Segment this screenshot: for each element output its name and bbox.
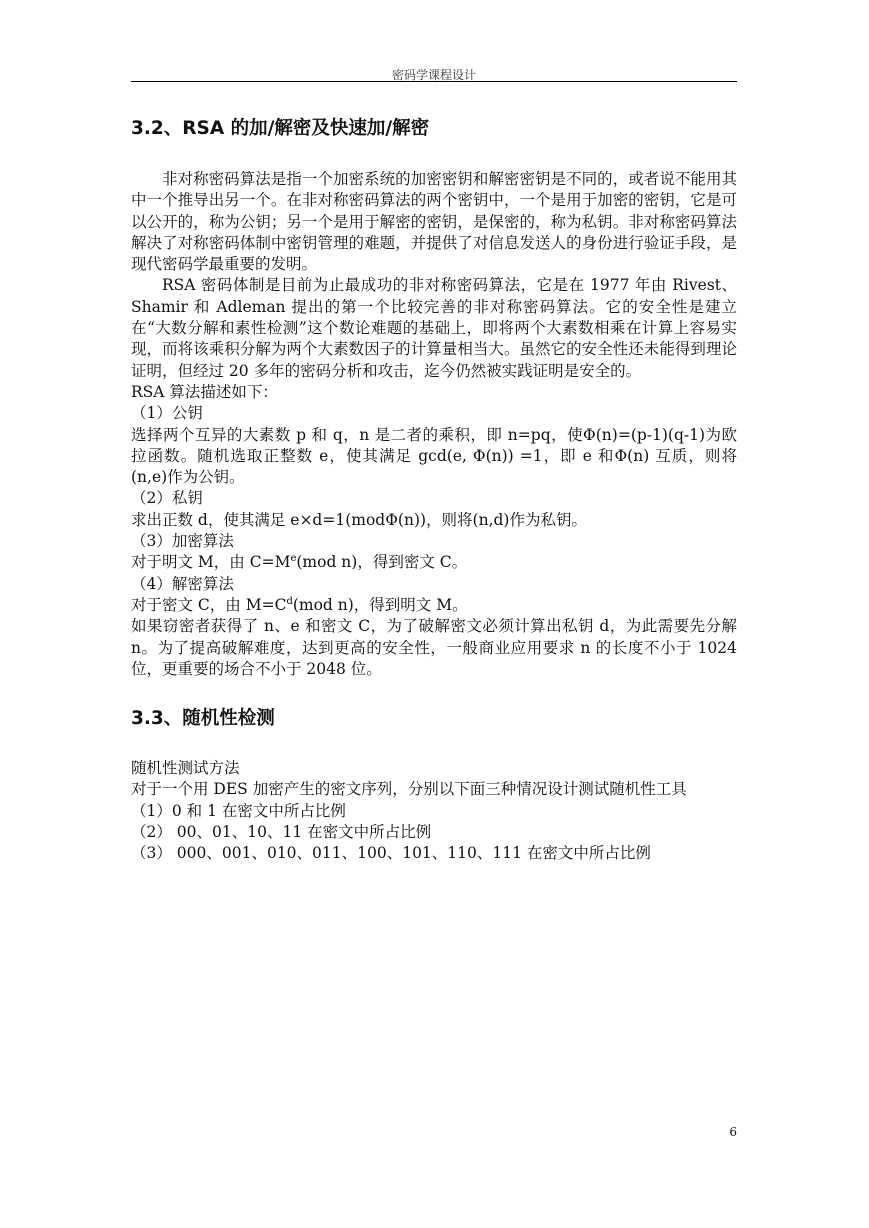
random-test-item: （3） 000、001、010、011、100、101、110、111 在密文中所占比例 (131, 844, 651, 863)
encryption-text (131, 552, 737, 573)
decryption-text-after: (mod n)，得到明文 M。 (292, 595, 468, 614)
random-test-item: （2） 00、01、10、11 在密文中所占比例 (131, 823, 432, 842)
random-intro: 对于一个用 DES 加密产生的密文序列，分别以下面三种情况设计测试随机性工具 (131, 780, 687, 799)
page-body (131, 116, 737, 865)
public-key-label: （1）公钥 (131, 404, 203, 423)
header-rule (131, 81, 737, 82)
page-number: 6 (729, 1125, 737, 1139)
decryption-exponent: d (286, 595, 293, 607)
paragraph-rsa-history: RSA 密码体制是目前为止最成功的非对称密码算法，它是在 1977 年由 Rivest、Shamir 和 Adleman 提出的第一个比较完善的非对称密码算法。它的安全性是建立在“大数分解和素性检测”这个数论难题的基础上，即将两个大素数相乘在计算上容易实现，而将该乘积分解为两个大素数因子的计算量相当大。虽然它的安全性还未能得到理论证明，但经过 20 多年的密码分析和攻击，迄今仍然被实践证明是安全的。 (131, 276, 737, 380)
private-key-text: 求出正数 d，使其满足 e×d=1(modΦ(n))，则将(n,d)作为私钥。 (131, 510, 587, 529)
random-method-title: 随机性测试方法 (131, 759, 240, 778)
decryption-text (131, 595, 737, 616)
decryption-text-before: 对于密文 C，由 M=C (131, 595, 287, 614)
rsa-description-intro: RSA 算法描述如下： (131, 382, 278, 401)
section-heading-randomness: 3.3、随机性检测 (131, 708, 275, 730)
private-key-label: （2）私钥 (131, 489, 203, 508)
section-heading-rsa: 3.2、RSA 的加/解密及快速加/解密 (131, 118, 430, 139)
encryption-text-before: 对于明文 M，由 C=M (131, 553, 291, 572)
encryption-text-after: (mod n)，得到密文 C。 (296, 553, 468, 572)
page-header: 密码学课程设计 (391, 68, 476, 82)
random-test-item: （1）0 和 1 在密文中所占比例 (131, 801, 346, 820)
encryption-exponent: e (290, 553, 297, 565)
security-paragraph: 如果窃密者获得了 n、e 和密文 C，为了破解密文必须计算出私钥 d，为此需要先分解 n。为了提高破解难度，达到更高的安全性，一般商业应用要求 n 的长度不小于 1024 位，更重要的场合不小于 2048 位。 (131, 617, 737, 678)
public-key-text: 选择两个互异的大素数 p 和 q，n 是二者的乘积，即 n=pq，使Φ(n)=(p-1)(q-1)为欧拉函数。随机选取正整数 e，使其满足 gcd(e, Φ(n)) =1，即 e 和Φ(n) 互质，则将(n,e)作为公钥。 (131, 425, 737, 487)
paragraph-asymmetric: 非对称密码算法是指一个加密系统的加密密钥和解密密钥是不同的，或者说不能用其中一个推导出另一个。在非对称密码算法的两个密钥中，一个是用于加密的密钥，它是可以公开的，称为公钥；另一个是用于解密的密钥，是保密的，称为私钥。非对称密码算法解决了对称密码体制中密钥管理的难题，并提供了对信息发送人的身份进行验证手段，是现代密码学最重要的发明。 (131, 170, 737, 274)
decryption-label: （4）解密算法 (131, 574, 234, 593)
encryption-label: （3）加密算法 (131, 532, 234, 551)
